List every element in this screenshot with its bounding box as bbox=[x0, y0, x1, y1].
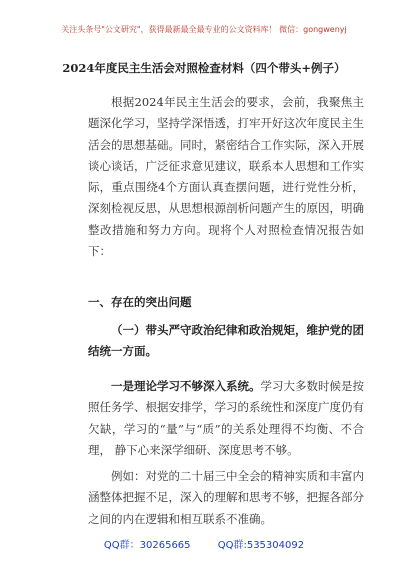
header-wechat-text: 微信：gongwenyj bbox=[279, 25, 347, 34]
header-banner bbox=[30, 24, 378, 35]
point1-body: 学习大多数时候是按照任务学、根据安排学，学习的系统性和深度广度仍有欠缺，学习的“量”与“质”的关系处理得不均衡、不合理， 静下心来深学细研、深度思考不够。 bbox=[88, 379, 364, 457]
footer-qq-groups bbox=[30, 536, 378, 551]
intro-paragraph: 根据2024年民主生活会的要求，会前，我聚焦主题深化学习，坚持学深悟透，打牢开好这次年度民主生活会的思想基础。同时，紧密结合工作实际，深入开展谈心谈话，广泛征求意见建议，联系本人思想和工作实际，重点围绕4个方面认真查摆问题，进行党性分析，深刻检视反思，从思想根源剖析问题产生的原因，明确整改措施和努力方向。现将个人对照检查情况报告如下： bbox=[88, 95, 364, 259]
section-heading: 一、存在的突出问题 bbox=[88, 295, 192, 309]
subsection-heading: （一）带头严守政治纪律和政治规矩，维护党的团结统一方面。 bbox=[88, 323, 364, 358]
footer-qq-group-1: QQ群：30265665 bbox=[103, 540, 191, 551]
footer-qq-group-2: QQ群:535304092 bbox=[217, 540, 305, 551]
example-paragraph: 例如：对党的二十届三中全会的精神实质和丰富内涵整体把握不足，深入的理解和思考不够，把握各部分之间的内在逻辑和相互联系不准确。 bbox=[88, 469, 364, 526]
point1-paragraph bbox=[88, 376, 364, 461]
point1-lead: 一是理论学习不够深入系统。 bbox=[111, 379, 261, 393]
document-title: 2024年度民主生活会对照检查材料（四个带头+例子） bbox=[62, 61, 346, 75]
header-banner-text: 关注头条号"公文研究"，获得最新最全最专业的公文资料库！ bbox=[61, 25, 277, 34]
